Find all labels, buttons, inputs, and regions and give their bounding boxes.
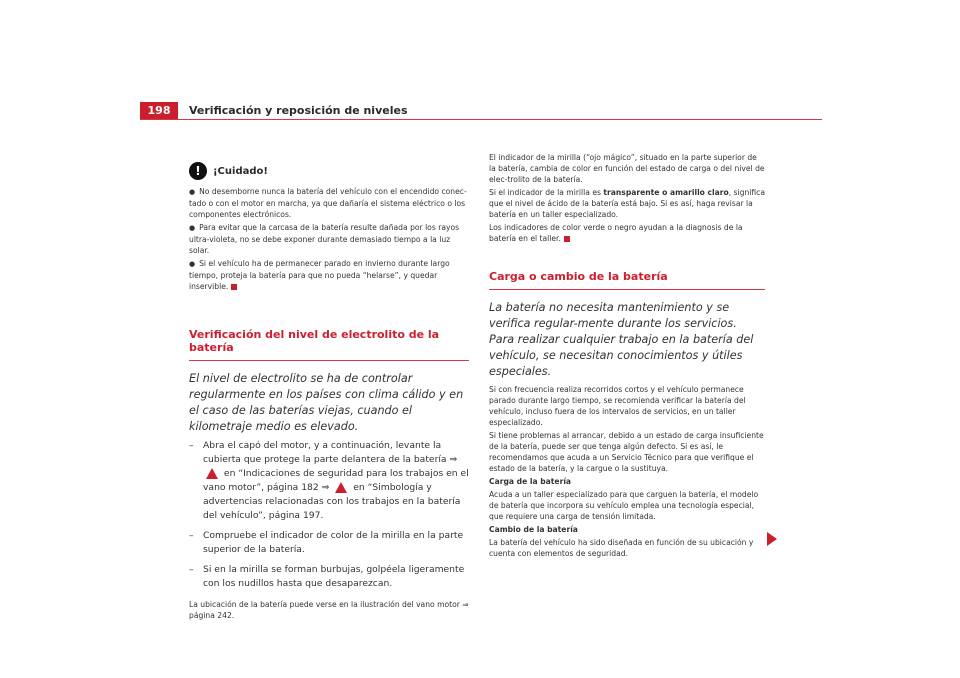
location-note: La ubicación de la batería puede verse en la ilustración del vano motor ⇒ página 242. — [189, 600, 469, 620]
subheading-charge: Carga de la batería — [489, 477, 572, 486]
end-mark-icon — [564, 236, 570, 242]
warning-triangle-icon — [335, 482, 347, 493]
step-item: – Si en la mirilla se forman burbujas, golpéela ligeramente con los nudillos hasta que desaparezcan. — [189, 564, 465, 589]
warning-item: ● Si el vehículo ha de permanecer parado en invierno durante largo tiempo, proteja la batería para que no pueda “helarse”, y quedar inservible. — [189, 259, 450, 291]
section-title-charge: Carga o cambio de la batería — [489, 270, 765, 290]
indicator-paragraph: Los indicadores de color verde o negro ayudan a la diagnosis de la batería en el taller. — [489, 223, 743, 243]
page-header-title: Verificación y reposición de niveles — [189, 104, 408, 117]
left-column — [189, 152, 469, 629]
header-divider — [140, 119, 822, 120]
bullet-icon: ● — [189, 188, 196, 196]
bullet-icon: ● — [189, 224, 196, 232]
subheading-replace: Cambio de la batería — [489, 525, 578, 534]
indicator-text: El indicador de la mirilla (“ojo mágico”, situado en la parte superior de la batería, cambia de color en función del estado de carga o del nivel de elec-trolito de la batería. Si el indicador de la mirilla es transparente o amarillo claro, significa que el nivel de ácido de la batería está bajo. Si es así, haga revisar la batería en un taller especializado. Los indicadores de color verde o negro ayudan a la diagnosis de la batería en el taller. — [489, 153, 765, 243]
indicator-paragraph: Si el indicador de la mirilla es transparente o amarillo claro, significa que el nivel de ácido de la batería está bajo. Si es así, haga revisar la batería en un taller especializado. — [489, 188, 765, 219]
warning-heading — [189, 162, 469, 180]
section-title-electrolyte: Verificación del nivel de electrolito de la batería — [189, 328, 469, 361]
warning-item: ● No desemborne nunca la batería del vehículo con el encendido conec-tado o con el motor en marcha, ya que dañaría el sistema eléctrico o los componentes electrónicos. — [189, 187, 467, 219]
step-item: – Abra el capó del motor, y a continuación, levante la cubierta que protege la parte delantera de la batería ⇒ en “Indicaciones de seguridad para los trabajos en el vano motor”, página 182 ⇒ en “Simbología y advertencias relacionadas con los trabajos en la batería del vehículo”, página 197. — [189, 440, 469, 521]
warning-item: ● Para evitar que la carcasa de la batería resulte dañada por los rayos ultra-violeta, no se debe exponer durante demasiado tiempo a la luz solar. — [189, 223, 460, 255]
bullet-icon: ● — [189, 260, 196, 268]
warning-triangle-icon — [206, 468, 218, 479]
section-lead-electrolyte: El nivel de electrolito se ha de controlar regularmente en los países con clima cálido y en el caso de las baterías viejas, cuando el kilometraje medio es elevado. — [189, 372, 464, 433]
right-column — [489, 152, 765, 561]
end-mark-icon — [231, 284, 237, 290]
charge-text: Si con frecuencia realiza recorridos cortos y el vehículo permanece parado durante largo tiempo, se recomienda verificar la batería del vehículo, incluso fuera de los intervalos de servicios, en un taller especializado. Si tiene problemas al arrancar, debido a un estado de carga insuficiente de la batería, puede ser que tenga algún defecto. Si es así, le recomendamos que acuda a un Servicio Técnico para que verifique el estado de la batería, y la cargue o la sustituya. Carga de la batería Acuda a un taller especializado para que carguen la batería, el modelo de batería que incorpora su vehículo emplea una tecnología especial, que requiere una carga de tensión limitada. Cambio de la batería La batería del vehículo ha sido diseñada en función de su ubicación y cuenta con elementos de seguridad. — [489, 385, 764, 558]
warning-title: ¡Cuidado! — [213, 165, 268, 177]
section-lead-charge: La batería no necesita mantenimiento y se verifica regular-mente durante los servicios. Para realizar cualquier trabajo en la batería del vehículo, se necesitan conocimientos y útiles especiales. — [489, 301, 754, 378]
page-number: 198 — [140, 102, 178, 120]
warning-icon: ! — [189, 162, 207, 180]
warning-list — [189, 186, 469, 292]
step-item: – Compruebe el indicador de color de la mirilla en la parte superior de la batería. — [189, 530, 464, 555]
next-page-arrow-icon — [767, 532, 777, 546]
